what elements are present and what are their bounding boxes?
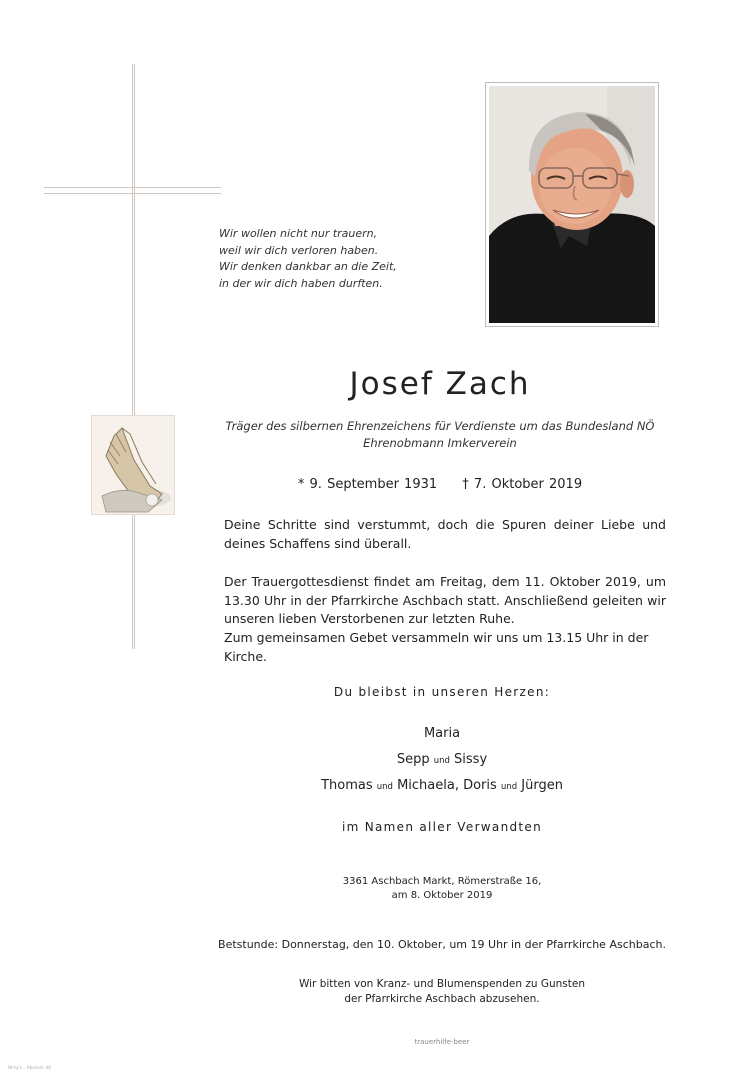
deceased-name: Josef Zach [349, 366, 531, 402]
life-dates [220, 477, 660, 492]
prayer-text: Zum gemeinsamen Gebet versammeln wir uns um 13.15 Uhr in der Kirche. [224, 630, 649, 664]
portrait-photo [489, 86, 655, 323]
prayer-hour-text: Betstunde: Donnerstag, den 10. Oktober, um 19 Uhr in der Pfarrkirche Aschbach. [218, 938, 666, 951]
conjunction: und [376, 782, 393, 792]
family-member: Thomas [321, 778, 373, 793]
conjunction: und [500, 782, 518, 792]
family-line-sepp [220, 752, 664, 767]
poem-line: in der wir dich haben durften. [219, 276, 383, 290]
conjunction: und [433, 756, 450, 766]
honors [220, 418, 660, 452]
publisher-footer: trauerhilfe-beer [414, 1038, 470, 1046]
family-member: Michaela, [397, 778, 459, 793]
portrait-photo-frame [485, 82, 659, 327]
heart-line: Du bleibst in unseren Herzen: [333, 685, 551, 699]
honor-line: Ehrenobmann Imkerverein [363, 436, 517, 450]
family-member: Doris [463, 778, 497, 793]
poem-line: Wir denken dankbar an die Zeit, [219, 260, 397, 273]
death-date: † 7. Oktober 2019 [462, 477, 583, 492]
donation-line: der Pfarrkirche Aschbach abzusehen. [344, 993, 540, 1005]
family-member: Jürgen [521, 778, 563, 793]
poem-line: weil wir dich verloren haben. [219, 243, 379, 257]
family-member: Sepp [396, 752, 430, 767]
family-line-thomas [220, 778, 664, 793]
remembrance-text: Deine Schritte sind verstummt, doch die Spuren deiner Liebe und deines Schaffens sind überall. [224, 517, 666, 551]
address-line: 3361 Aschbach Markt, Römerstraße 16, [342, 876, 542, 887]
cross-horizontal-beam [44, 187, 221, 194]
family-member: Sissy [454, 752, 488, 767]
relatives-line: im Namen aller Verwandten [342, 820, 542, 834]
family-line-maria [220, 726, 664, 741]
donation-note [220, 977, 664, 1007]
memorial-poem [219, 226, 439, 292]
birth-date: * 9. September 1931 [297, 477, 438, 492]
honor-line: Träger des silbernen Ehrenzeichens für Verdienste um das Bundesland NÖ [225, 419, 655, 433]
poem-line: Wir wollen nicht nur trauern, [219, 227, 378, 240]
corner-code: W-hj-L - Abstum 40 [8, 1066, 52, 1071]
funeral-service-text: Der Trauergottesdienst findet am Freitag, dem 11. Oktober 2019, um 13.30 Uhr in der Pfarrkirche Aschbach statt. Anschließend geleiten wir unseren lieben Verstorbenen zur letzten Ruhe. [224, 574, 666, 626]
address-block [220, 875, 664, 903]
donation-line: Wir bitten von Kranz- und Blumenspenden zu Gunsten [298, 978, 585, 990]
address-line: am 8. Oktober 2019 [391, 890, 493, 901]
family-member: Maria [423, 726, 461, 741]
praying-hands-image [91, 415, 175, 515]
cross-vertical-beam [132, 64, 135, 649]
